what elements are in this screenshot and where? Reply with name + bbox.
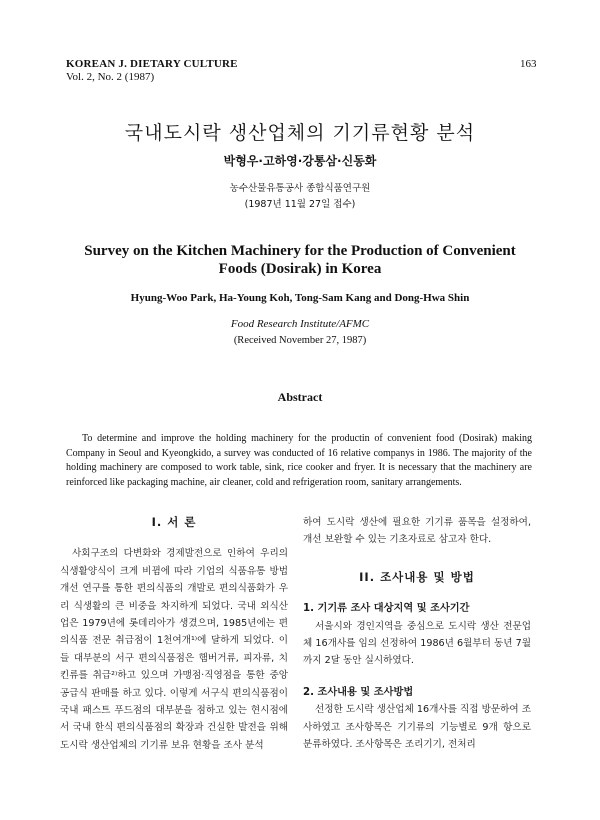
korean-authors: 박형우·고하영·강통삼·신동화	[223, 154, 377, 168]
survey-method-paragraph: 선정한 도시락 생산업체 16개사를 직접 방문하여 조사하였고 조사항목은 기기류의 기능별로 9개 항으로 분류하였다. 조사항목은 조리기기, 전처리	[303, 704, 531, 751]
section-heading-methods: II. 조사내용 및 방법	[359, 569, 475, 584]
subsection-heading-survey-area: 1. 기기류 조사 대상지역 및 조사기간	[303, 603, 470, 615]
journal-volume: Vol. 2, No. 2 (1987)	[66, 71, 155, 83]
section-heading-introduction: I. 서 론	[151, 515, 197, 529]
english-title	[0, 242, 600, 278]
abstract-text: To determine and improve the holding machinery for the productin of convenient food (Dosirak) making Company in Seoul and Kyeongkido, a survey was conducted of 16 relative companys in 1986. The majority of the holding machinery are composed to work table, sink, rice cooker and fryer. It is necessary that the machinery are reinforced like packaging machine, air cleaner, cold and refrigeration room, sanitary arrangements.	[66, 433, 532, 488]
english-authors: Hyung-Woo Park, Ha-Young Koh, Tong-Sam Kang and Dong-Hwa Shin	[130, 292, 470, 304]
journal-name: KOREAN J. DIETARY CULTURE	[66, 58, 238, 70]
subsection-heading-survey-method: 2. 조사내용 및 조사방법	[303, 686, 414, 698]
survey-area-paragraph: 서울시와 경인지역을 중심으로 도시락 생산 전문업체 16개사를 임의 선정하여 1986년 6월부터 동년 7월까지 2달 동안 실시하였다.	[303, 620, 531, 667]
korean-title: 국내도시락 생산업체의 기기류현황 분석	[124, 122, 476, 144]
introduction-paragraph-continued: 하여 도시락 생산에 필요한 기기류 품목을 설정하여, 개선 보완할 수 있는 기초자료로 삼고자 한다.	[303, 517, 531, 546]
english-title-line1: Survey on the Kitchen Machinery for the Production of Convenient	[84, 243, 516, 259]
introduction-paragraph: 사회구조의 다변화와 경제발전으로 인하여 우리의 식생활양식이 크게 비뀜에 따라 기업의 식품유통 방법 개선 연구를 통한 편의식품의 개발로 편의식품화가 우리 식생활의 큰 비중을 차지하게 되었다. 국내 외식산업은 1979년에 롯데리아가 생겼으며, 1985년에는 편의식품 전문 취급점이 1천여개¹⁾에 달하게 되었다. 이들 대부분의 서구 편의식품점은 햄버거류, 피자류, 치킨류를 취급²⁾하고 있으며 가맹점·직영점을 통한 중앙 공급식 판매를 하고 있다. 이렇게 서구식 편의식품점이 국내 패스트 푸드점의 대부분을 점하고 있는 현시점에서 국내 한식 편의식품점의 확장과 건실한 발전을 위해 도시락 생산업체의 기기류 보유 현황을 조사 분석	[60, 548, 288, 751]
korean-received-date: (1987년 11월 27일 접수)	[244, 199, 356, 210]
english-title-line2: Foods (Dosirak) in Korea	[218, 261, 382, 277]
korean-institution: 농수산물유통공사 종합식품연구원	[229, 183, 371, 194]
page-number: 163	[520, 58, 537, 70]
abstract-heading: Abstract	[277, 390, 323, 404]
abstract-body	[66, 432, 532, 490]
right-column	[303, 514, 531, 753]
left-column	[60, 514, 288, 754]
english-institution: Food Research Institute/AFMC	[230, 318, 370, 330]
english-received-date: (Received November 27, 1987)	[233, 335, 367, 346]
